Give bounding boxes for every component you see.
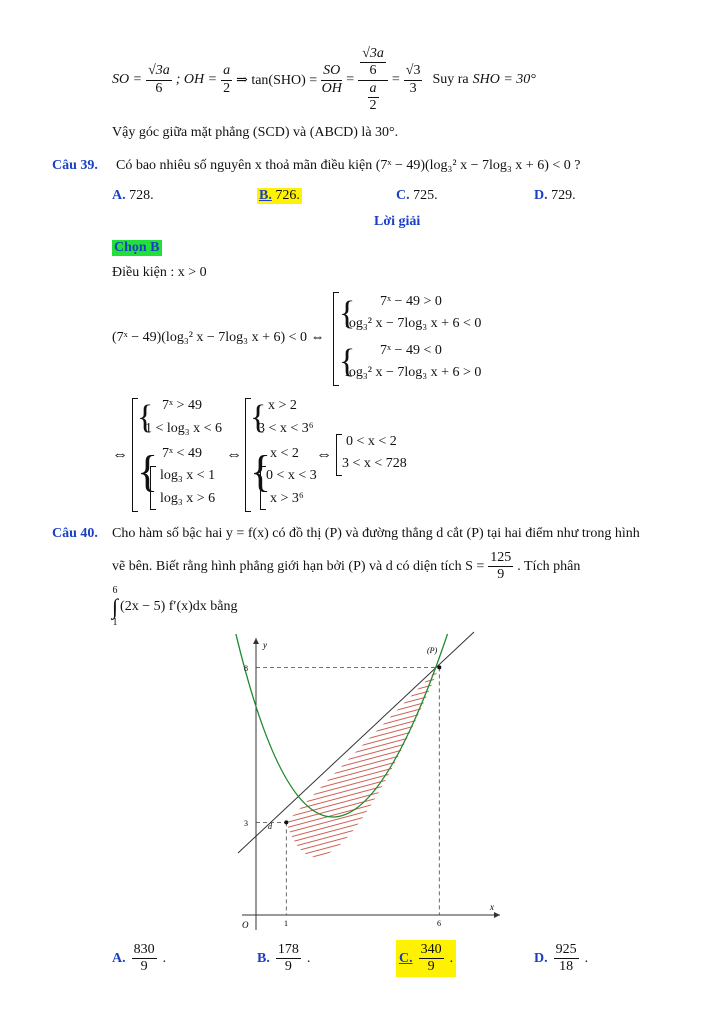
- final-e1: 0 < x < 2: [346, 434, 397, 449]
- q40-option-c[interactable]: C. $\frac{340}{9}$ .: [396, 940, 456, 977]
- x-tick-1: 1: [284, 919, 288, 928]
- intersection-point-1: [284, 820, 288, 824]
- q39-option-c[interactable]: C. 725.: [396, 188, 438, 203]
- q40-integral: [112, 586, 238, 628]
- sys3-d1: x < 2: [270, 446, 299, 461]
- q40-option-b[interactable]: B. $\frac{178}{9}$ .: [257, 942, 311, 975]
- sys1-brace-a: {: [339, 295, 356, 332]
- area-fraction: $\frac{125}{9}$: [490, 550, 512, 583]
- oh-lhs: ; OH =: [175, 72, 218, 87]
- y-tick-3: 3: [244, 819, 248, 828]
- sys1-lhs: (7ˣ − 49)(log₃² x − 7log₃ x + 6) < 0 ⇔: [112, 330, 325, 345]
- oh-fraction: $\frac{a}{2}$: [223, 63, 231, 96]
- q39-option-b[interactable]: B. 726.: [259, 188, 300, 203]
- domain-condition: Điều kiện : x > 0: [112, 265, 207, 280]
- so-lhs: SO =: [112, 72, 143, 87]
- equals-2: =: [391, 72, 400, 87]
- sys3-c2: 3 < x < 3⁶: [258, 421, 314, 436]
- chosen-answer: Chọn B: [114, 240, 160, 255]
- so-oh-fraction: $\frac{SO}{OH}$: [321, 63, 342, 96]
- integral-sign: ∫: [112, 594, 119, 619]
- sys1-b1: 7ˣ − 49 < 0: [380, 343, 442, 358]
- sys3-brace-b: {: [250, 447, 272, 496]
- sys1-brace-b: {: [339, 343, 356, 380]
- sys3-arrow3: ⇔: [316, 446, 332, 463]
- shaded-region: [286, 667, 439, 857]
- so-fraction: $\frac{√3a}{6}$: [148, 63, 170, 96]
- q40-label: Câu 40.: [52, 526, 98, 541]
- sys2-inner-bracket: [150, 466, 156, 510]
- sys3-d2: 0 < x < 3: [266, 468, 317, 483]
- q39-label: Câu 39.: [52, 158, 98, 173]
- sys2-brace-a: {: [137, 399, 154, 436]
- parabola-line-graph: [230, 628, 510, 934]
- q39-question: Có bao nhiêu số nguyên x thoả mãn điều kiện (7ˣ − 49)(log₃² x − 7log₃ x + 6) < 0 ?: [116, 158, 581, 173]
- x-tick-6: 6: [437, 919, 441, 928]
- q39-option-a[interactable]: A. 728.: [112, 188, 154, 203]
- sys2-b3: log₃ x > 6: [160, 491, 216, 506]
- compound-fraction: $\frac{\frac{√3a}{6}}{\frac{a}{2}}$: [358, 46, 388, 113]
- intersection-point-6: [437, 665, 441, 669]
- origin-label: O: [242, 920, 249, 930]
- angle-conclusion: Vậy góc giữa mặt phẳng (SCD) và (ABCD) là 30°.: [112, 125, 399, 140]
- sys1-b2: log₃² x − 7log₃ x + 6 > 0: [345, 365, 482, 380]
- int-upper: 6: [112, 585, 118, 596]
- q40-option-a[interactable]: A. $\frac{830}{9}$ .: [112, 942, 167, 975]
- sys3-brace-a: {: [250, 399, 267, 436]
- sys1-a1: 7ˣ − 49 > 0: [380, 294, 442, 309]
- p-label: (P): [427, 646, 438, 655]
- d-label: d: [268, 822, 272, 831]
- sqrt3-over-3: $\frac{√3}{3}$: [405, 63, 421, 96]
- integrand: (2x − 5) f′(x)dx bằng: [120, 599, 238, 614]
- q40-line2: vẽ bên. Biết rằng hình phẳng giới hạn bởi (P) và d có diện tích S = $\frac{125}{9}$ . Tích phân: [112, 550, 581, 583]
- solution-heading: Lời giải: [374, 214, 421, 229]
- x-axis-label: x: [490, 902, 494, 912]
- sys2-arrow2: ⇔: [226, 446, 242, 463]
- sys3-c1: x > 2: [268, 398, 297, 413]
- int-lower: 1: [112, 617, 118, 628]
- conclusion-text: Suy ra: [432, 72, 469, 87]
- sys2-arrow: ⇔: [112, 446, 128, 463]
- sys2-a1: 7ˣ > 49: [162, 398, 202, 413]
- q40-line1: Cho hàm số bậc hai y = f(x) có đồ thị (P) và đường thẳng d cắt (P) tại hai điểm như trong hình: [112, 526, 640, 541]
- sys2-a2: 1 < log₃ x < 6: [145, 421, 223, 436]
- conclusion-math: SHO = 30°: [472, 72, 536, 87]
- formula-line: [112, 42, 536, 118]
- sys2-b1: 7ˣ < 49: [162, 446, 202, 461]
- tan-lhs: ⇒ tan(SHO) =: [236, 72, 318, 88]
- q39-option-d[interactable]: D. 729.: [534, 188, 576, 203]
- sys1-a2: log₃² x − 7log₃ x + 6 < 0: [345, 316, 482, 331]
- y-tick-8: 8: [244, 664, 248, 673]
- final-e2: 3 < x < 728: [342, 456, 407, 471]
- sys2-brace-b: {: [137, 447, 159, 496]
- y-axis-label: y: [263, 640, 267, 650]
- sys3-d3: x > 3⁶: [270, 491, 304, 506]
- equals: =: [346, 72, 355, 87]
- sys2-b2: log₃ x < 1: [160, 468, 216, 483]
- q40-option-d[interactable]: D. $\frac{925}{18}$ .: [534, 942, 589, 975]
